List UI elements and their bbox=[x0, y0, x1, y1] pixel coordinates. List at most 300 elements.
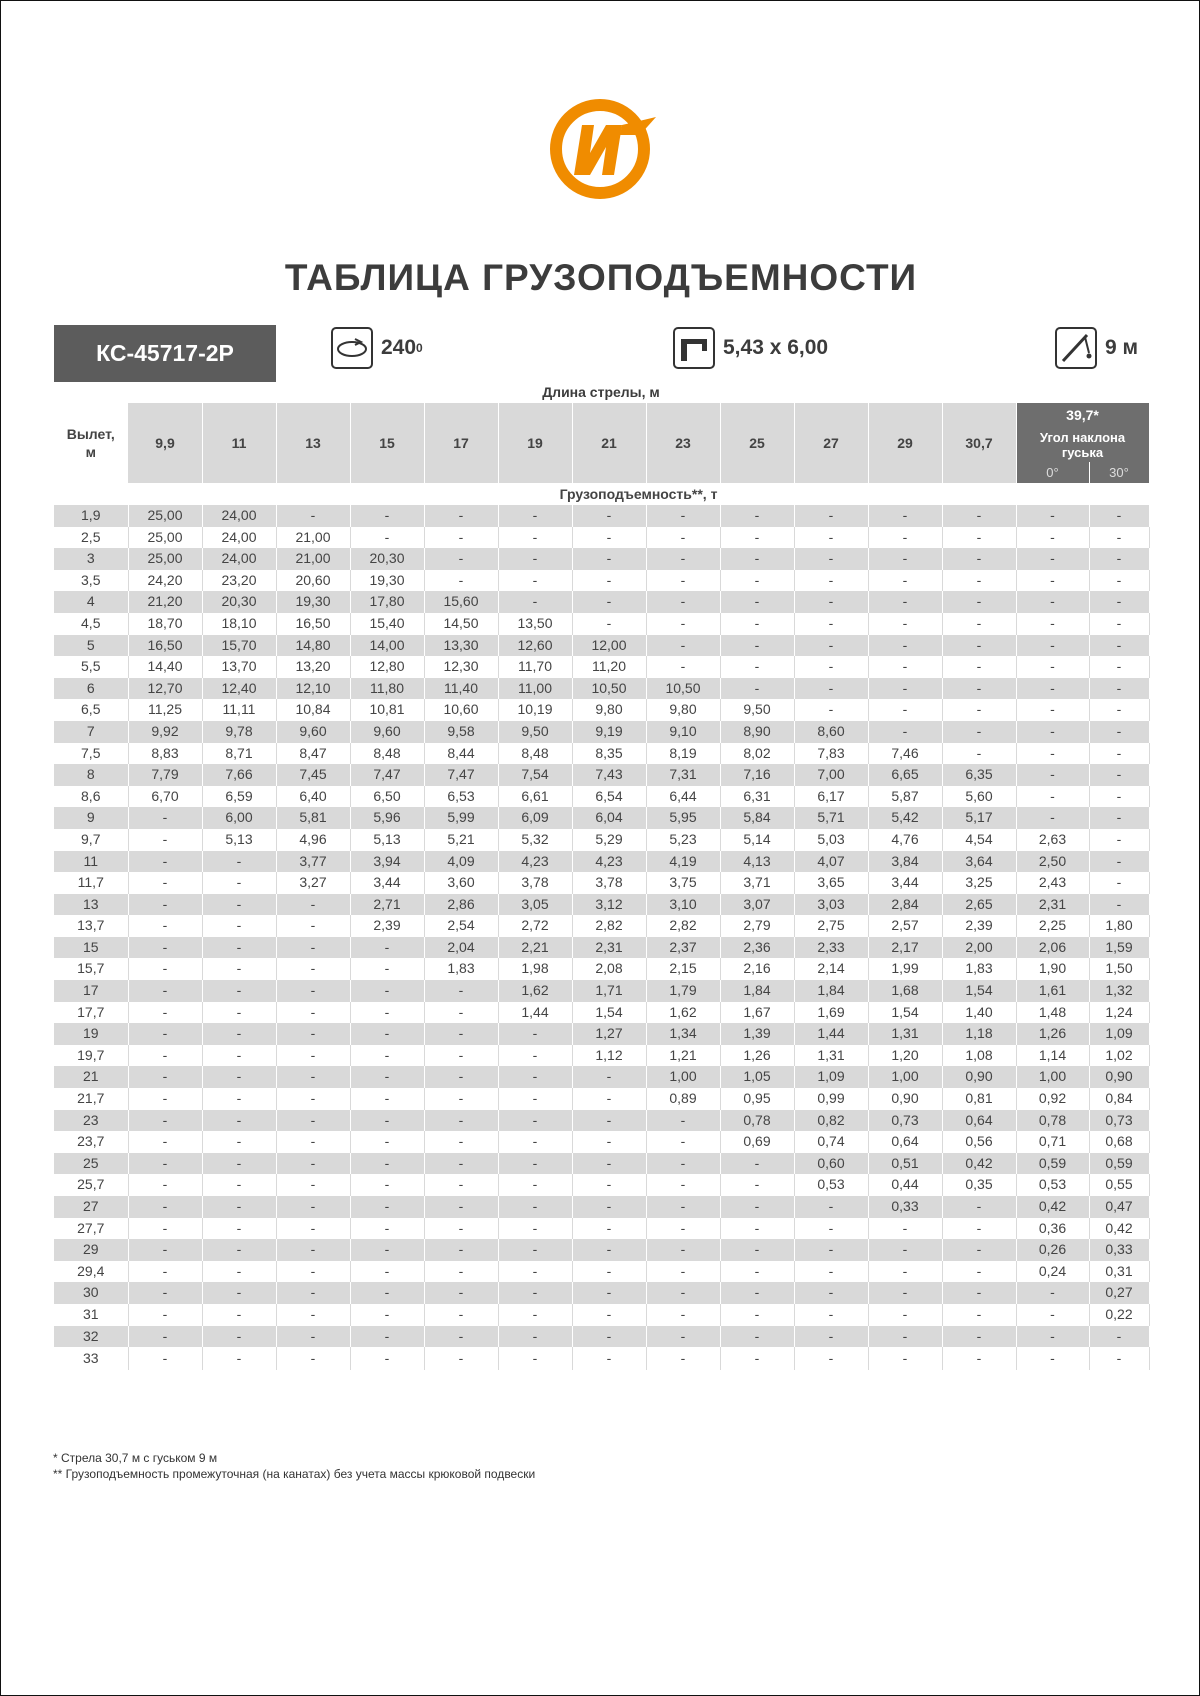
capacity-cell: - bbox=[868, 656, 942, 678]
capacity-cell: 10,60 bbox=[424, 699, 498, 721]
capacity-cell: - bbox=[350, 505, 424, 527]
capacity-cell: 4,23 bbox=[498, 851, 572, 873]
rotation-degree: 0 bbox=[416, 341, 423, 355]
capacity-cell: - bbox=[350, 1218, 424, 1240]
capacity-cell: - bbox=[202, 894, 276, 916]
capacity-cell: 12,40 bbox=[202, 678, 276, 700]
jib-capacity-cell: 0,71 bbox=[1016, 1131, 1089, 1153]
capacity-cell: 11,00 bbox=[498, 678, 572, 700]
capacity-cell: - bbox=[276, 980, 350, 1002]
capacity-cell: - bbox=[276, 1088, 350, 1110]
jib-capacity-cell: - bbox=[1089, 548, 1149, 570]
capacity-cell: 13,50 bbox=[498, 613, 572, 635]
radius-cell: 29,4 bbox=[54, 1261, 128, 1283]
capacity-cell: - bbox=[202, 915, 276, 937]
radius-cell: 8 bbox=[54, 764, 128, 786]
boom-length-header: 13 bbox=[276, 403, 350, 483]
capacity-cell: 5,84 bbox=[720, 807, 794, 829]
capacity-cell: - bbox=[350, 958, 424, 980]
capacity-cell: - bbox=[128, 1131, 202, 1153]
capacity-cell: 1,27 bbox=[572, 1023, 646, 1045]
capacity-cell: 20,60 bbox=[276, 570, 350, 592]
capacity-cell: - bbox=[498, 1196, 572, 1218]
jib-angle-0: 0° bbox=[1016, 462, 1089, 483]
capacity-cell: 6,54 bbox=[572, 786, 646, 808]
capacity-cell: - bbox=[202, 851, 276, 873]
capacity-cell: 2,75 bbox=[794, 915, 868, 937]
jib-capacity-cell: - bbox=[1089, 894, 1149, 916]
jib-capacity-cell: 1,32 bbox=[1089, 980, 1149, 1002]
radius-cell: 3 bbox=[54, 548, 128, 570]
capacity-cell: - bbox=[868, 505, 942, 527]
capacity-cell: - bbox=[350, 527, 424, 549]
capacity-cell: - bbox=[128, 1023, 202, 1045]
radius-cell: 7 bbox=[54, 721, 128, 743]
capacity-cell: - bbox=[498, 570, 572, 592]
capacity-cell: 24,00 bbox=[202, 505, 276, 527]
capacity-cell: - bbox=[942, 1196, 1016, 1218]
capacity-cell: 5,14 bbox=[720, 829, 794, 851]
capacity-cell: 19,30 bbox=[276, 591, 350, 613]
capacity-cell: - bbox=[128, 1261, 202, 1283]
radius-cell: 13,7 bbox=[54, 915, 128, 937]
capacity-cell: - bbox=[202, 1088, 276, 1110]
capacity-cell: - bbox=[350, 1347, 424, 1370]
capacity-cell: 9,92 bbox=[128, 721, 202, 743]
jib-capacity-cell: - bbox=[1089, 699, 1149, 721]
jib-capacity-cell: - bbox=[1089, 1347, 1149, 1370]
outrigger-value: 5,43 x 6,00 bbox=[723, 336, 829, 359]
capacity-cell: - bbox=[572, 1110, 646, 1132]
radius-cell: 11 bbox=[54, 851, 128, 873]
radius-cell: 6,5 bbox=[54, 699, 128, 721]
capacity-cell: - bbox=[942, 656, 1016, 678]
capacity-cell: - bbox=[202, 1347, 276, 1370]
capacity-cell: - bbox=[128, 937, 202, 959]
capacity-cell: - bbox=[276, 1131, 350, 1153]
capacity-cell: 9,80 bbox=[646, 699, 720, 721]
jib-capacity-cell: - bbox=[1016, 678, 1089, 700]
capacity-cell: - bbox=[868, 1304, 942, 1326]
capacity-cell: - bbox=[720, 1282, 794, 1304]
jib-capacity-cell: 2,43 bbox=[1016, 872, 1089, 894]
capacity-cell: 3,75 bbox=[646, 872, 720, 894]
capacity-cell: 2,08 bbox=[572, 958, 646, 980]
capacity-cell: - bbox=[424, 570, 498, 592]
capacity-cell: - bbox=[720, 635, 794, 657]
capacity-cell: 0,35 bbox=[942, 1174, 1016, 1196]
capacity-cell: - bbox=[720, 678, 794, 700]
capacity-cell: - bbox=[424, 1261, 498, 1283]
capacity-cell: 12,70 bbox=[128, 678, 202, 700]
capacity-cell: - bbox=[794, 570, 868, 592]
capacity-cell: 1,62 bbox=[646, 1002, 720, 1024]
jib-capacity-cell: 0,90 bbox=[1089, 1066, 1149, 1088]
table-row bbox=[54, 1066, 1149, 1088]
table-row bbox=[54, 1196, 1149, 1218]
capacity-cell: 20,30 bbox=[202, 591, 276, 613]
capacity-cell: - bbox=[868, 635, 942, 657]
radius-cell: 1,9 bbox=[54, 505, 128, 527]
capacity-cell: - bbox=[720, 1326, 794, 1348]
jib-capacity-cell: - bbox=[1089, 656, 1149, 678]
capacity-cell: - bbox=[276, 505, 350, 527]
table-row bbox=[54, 1239, 1149, 1261]
capacity-cell: - bbox=[942, 1304, 1016, 1326]
capacity-cell: - bbox=[350, 1131, 424, 1153]
capacity-cell: 0,51 bbox=[868, 1153, 942, 1175]
capacity-cell: - bbox=[572, 1239, 646, 1261]
capacity-cell: - bbox=[794, 1282, 868, 1304]
capacity-cell: - bbox=[276, 1304, 350, 1326]
capacity-cell: 1,79 bbox=[646, 980, 720, 1002]
table-row bbox=[54, 829, 1149, 851]
capacity-cell: 2,14 bbox=[794, 958, 868, 980]
capacity-cell: - bbox=[202, 1261, 276, 1283]
capacity-cell: - bbox=[498, 505, 572, 527]
capacity-cell: - bbox=[424, 1304, 498, 1326]
capacity-cell: - bbox=[794, 505, 868, 527]
capacity-cell: 1,31 bbox=[868, 1023, 942, 1045]
capacity-cell: 1,99 bbox=[868, 958, 942, 980]
jib-capacity-cell: 2,06 bbox=[1016, 937, 1089, 959]
jib-boom-length-header: 39,7* bbox=[1016, 403, 1149, 428]
capacity-cell: 24,00 bbox=[202, 527, 276, 549]
capacity-cell: 0,69 bbox=[720, 1131, 794, 1153]
capacity-cell: - bbox=[646, 613, 720, 635]
capacity-cell: 2,39 bbox=[350, 915, 424, 937]
capacity-cell: - bbox=[128, 807, 202, 829]
capacity-cell: 0,74 bbox=[794, 1131, 868, 1153]
capacity-cell: 1,26 bbox=[720, 1045, 794, 1067]
jib-capacity-cell: - bbox=[1089, 807, 1149, 829]
capacity-cell: - bbox=[276, 915, 350, 937]
capacity-cell: 1,34 bbox=[646, 1023, 720, 1045]
footnotes bbox=[53, 1450, 535, 1482]
capacity-cell: 11,40 bbox=[424, 678, 498, 700]
capacity-cell: 5,71 bbox=[794, 807, 868, 829]
capacity-cell: - bbox=[720, 591, 794, 613]
capacity-cell: 6,04 bbox=[572, 807, 646, 829]
table-row bbox=[54, 958, 1149, 980]
capacity-cell: 8,35 bbox=[572, 743, 646, 765]
capacity-cell: - bbox=[424, 1282, 498, 1304]
capacity-cell: 2,65 bbox=[942, 894, 1016, 916]
rotation-value: 240 bbox=[381, 336, 417, 359]
capacity-cell: - bbox=[276, 1218, 350, 1240]
capacity-cell: - bbox=[794, 1304, 868, 1326]
capacity-cell: - bbox=[942, 1347, 1016, 1370]
capacity-cell: 6,59 bbox=[202, 786, 276, 808]
capacity-cell: 9,78 bbox=[202, 721, 276, 743]
table-row bbox=[54, 1002, 1149, 1024]
capacity-cell: - bbox=[498, 1045, 572, 1067]
jib-capacity-cell: - bbox=[1016, 764, 1089, 786]
capacity-cell: - bbox=[646, 1110, 720, 1132]
capacity-cell: - bbox=[794, 548, 868, 570]
capacity-cell: 3,84 bbox=[868, 851, 942, 873]
boom-length-caption: Длина стрелы, м bbox=[542, 384, 660, 400]
capacity-cell: - bbox=[424, 980, 498, 1002]
capacity-cell: - bbox=[128, 829, 202, 851]
capacity-cell: - bbox=[276, 1045, 350, 1067]
capacity-cell: - bbox=[276, 1347, 350, 1370]
capacity-cell: - bbox=[646, 1131, 720, 1153]
capacity-cell: 3,05 bbox=[498, 894, 572, 916]
capacity-cell: 7,54 bbox=[498, 764, 572, 786]
jib-capacity-cell: - bbox=[1089, 635, 1149, 657]
jib-icon bbox=[1055, 327, 1097, 369]
capacity-cell: 14,80 bbox=[276, 635, 350, 657]
capacity-cell: - bbox=[720, 1304, 794, 1326]
capacity-cell: 1,39 bbox=[720, 1023, 794, 1045]
capacity-cell: 1,31 bbox=[794, 1045, 868, 1067]
capacity-cell: 3,27 bbox=[276, 872, 350, 894]
boom-length-header: 9,9 bbox=[128, 403, 202, 483]
boom-length-header: 15 bbox=[350, 403, 424, 483]
capacity-table bbox=[54, 403, 1150, 1370]
capacity-cell: - bbox=[942, 1239, 1016, 1261]
capacity-cell: 0,64 bbox=[868, 1131, 942, 1153]
jib-capacity-cell: - bbox=[1089, 721, 1149, 743]
capacity-cell: 1,69 bbox=[794, 1002, 868, 1024]
capacity-cell: 2,71 bbox=[350, 894, 424, 916]
capacity-cell: 16,50 bbox=[128, 635, 202, 657]
capacity-cell: - bbox=[720, 1239, 794, 1261]
capacity-cell: - bbox=[424, 1196, 498, 1218]
capacity-cell: 1,09 bbox=[794, 1066, 868, 1088]
capacity-cell: 13,30 bbox=[424, 635, 498, 657]
outrigger-spec bbox=[673, 327, 828, 369]
capacity-cell: 6,00 bbox=[202, 807, 276, 829]
radius-cell: 4 bbox=[54, 591, 128, 613]
boom-length-header: 29 bbox=[868, 403, 942, 483]
capacity-cell: 3,64 bbox=[942, 851, 1016, 873]
table-row bbox=[54, 656, 1149, 678]
capacity-cell: 2,39 bbox=[942, 915, 1016, 937]
jib-capacity-cell: - bbox=[1089, 851, 1149, 873]
capacity-cell: - bbox=[868, 721, 942, 743]
table-row bbox=[54, 872, 1149, 894]
capacity-cell: 0,44 bbox=[868, 1174, 942, 1196]
capacity-cell: - bbox=[202, 1196, 276, 1218]
jib-capacity-cell: 0,42 bbox=[1016, 1196, 1089, 1218]
table-row bbox=[54, 807, 1149, 829]
jib-capacity-cell: - bbox=[1016, 807, 1089, 829]
jib-capacity-cell: - bbox=[1016, 656, 1089, 678]
table-row bbox=[54, 894, 1149, 916]
capacity-cell: - bbox=[424, 1131, 498, 1153]
jib-capacity-cell: 2,31 bbox=[1016, 894, 1089, 916]
capacity-cell: 1,54 bbox=[868, 1002, 942, 1024]
capacity-cell: - bbox=[794, 1218, 868, 1240]
capacity-cell: 1,00 bbox=[646, 1066, 720, 1088]
capacity-cell: 3,78 bbox=[498, 872, 572, 894]
jib-capacity-cell: - bbox=[1016, 635, 1089, 657]
capacity-cell: 9,10 bbox=[646, 721, 720, 743]
capacity-cell: - bbox=[498, 1282, 572, 1304]
capacity-cell: - bbox=[942, 635, 1016, 657]
capacity-cell: 13,20 bbox=[276, 656, 350, 678]
boom-length-header: 27 bbox=[794, 403, 868, 483]
capacity-cell: 4,09 bbox=[424, 851, 498, 873]
radius-cell: 21 bbox=[54, 1066, 128, 1088]
capacity-cell: - bbox=[942, 743, 1016, 765]
capacity-cell: 1,20 bbox=[868, 1045, 942, 1067]
capacity-cell: 2,21 bbox=[498, 937, 572, 959]
capacity-cell: 3,78 bbox=[572, 872, 646, 894]
capacity-cell: 2,04 bbox=[424, 937, 498, 959]
capacity-cell: - bbox=[868, 1261, 942, 1283]
jib-capacity-cell: 2,25 bbox=[1016, 915, 1089, 937]
capacity-cell: 1,54 bbox=[572, 1002, 646, 1024]
capacity-cell: 15,60 bbox=[424, 591, 498, 613]
jib-capacity-cell: - bbox=[1089, 678, 1149, 700]
jib-capacity-cell: 1,50 bbox=[1089, 958, 1149, 980]
table-row bbox=[54, 1174, 1149, 1196]
capacity-cell: - bbox=[424, 1088, 498, 1110]
capacity-cell: - bbox=[942, 548, 1016, 570]
radius-cell: 2,5 bbox=[54, 527, 128, 549]
capacity-cell: - bbox=[128, 1153, 202, 1175]
jib-capacity-cell: - bbox=[1016, 699, 1089, 721]
capacity-cell: 4,96 bbox=[276, 829, 350, 851]
capacity-cell: 24,00 bbox=[202, 548, 276, 570]
jib-capacity-cell: 1,09 bbox=[1089, 1023, 1149, 1045]
capacity-cell: - bbox=[572, 527, 646, 549]
capacity-cell: 10,81 bbox=[350, 699, 424, 721]
jib-capacity-cell: 0,36 bbox=[1016, 1218, 1089, 1240]
capacity-cell: - bbox=[128, 872, 202, 894]
jib-capacity-cell: 1,61 bbox=[1016, 980, 1089, 1002]
capacity-cell: - bbox=[202, 1218, 276, 1240]
capacity-cell: - bbox=[646, 656, 720, 678]
radius-cell: 29 bbox=[54, 1239, 128, 1261]
jib-capacity-cell: 0,47 bbox=[1089, 1196, 1149, 1218]
capacity-cell: 0,56 bbox=[942, 1131, 1016, 1153]
capacity-cell: - bbox=[424, 1218, 498, 1240]
jib-capacity-cell: - bbox=[1016, 1347, 1089, 1370]
radius-cell: 6 bbox=[54, 678, 128, 700]
capacity-cell: - bbox=[868, 678, 942, 700]
capacity-cell: - bbox=[202, 1282, 276, 1304]
capacity-cell: - bbox=[424, 1110, 498, 1132]
radius-cell: 27,7 bbox=[54, 1218, 128, 1240]
outrigger-icon bbox=[673, 327, 715, 369]
jib-capacity-cell: 0,24 bbox=[1016, 1261, 1089, 1283]
capacity-cell: - bbox=[572, 1088, 646, 1110]
capacity-cell: - bbox=[350, 1066, 424, 1088]
capacity-cell: - bbox=[942, 699, 1016, 721]
capacity-cell: 0,95 bbox=[720, 1088, 794, 1110]
capacity-cell: 2,17 bbox=[868, 937, 942, 959]
jib-capacity-cell: 1,26 bbox=[1016, 1023, 1089, 1045]
capacity-cell: 2,79 bbox=[720, 915, 794, 937]
capacity-cell: - bbox=[498, 1304, 572, 1326]
radius-cell: 17,7 bbox=[54, 1002, 128, 1024]
capacity-cell: - bbox=[942, 1282, 1016, 1304]
capacity-cell: - bbox=[276, 1153, 350, 1175]
capacity-cell: - bbox=[276, 1196, 350, 1218]
table-row bbox=[54, 527, 1149, 549]
jib-angle-caption bbox=[1016, 428, 1149, 463]
jib-capacity-cell: 0,26 bbox=[1016, 1239, 1089, 1261]
capacity-cell: - bbox=[498, 1023, 572, 1045]
capacity-rows bbox=[54, 505, 1149, 1370]
radius-header-label: Вылет, м bbox=[66, 426, 115, 460]
boom-length-header: 17 bbox=[424, 403, 498, 483]
capacity-cell: 1,05 bbox=[720, 1066, 794, 1088]
capacity-cell: - bbox=[498, 548, 572, 570]
jib-capacity-cell: 0,78 bbox=[1016, 1110, 1089, 1132]
capacity-cell: - bbox=[350, 1304, 424, 1326]
capacity-cell: - bbox=[498, 1066, 572, 1088]
capacity-cell: 3,94 bbox=[350, 851, 424, 873]
boom-length-header: 19 bbox=[498, 403, 572, 483]
capacity-cell: - bbox=[128, 915, 202, 937]
capacity-cell: - bbox=[128, 1196, 202, 1218]
table-row bbox=[54, 1218, 1149, 1240]
capacity-cell: 8,83 bbox=[128, 743, 202, 765]
capacity-cell: 6,50 bbox=[350, 786, 424, 808]
jib-capacity-cell: - bbox=[1089, 786, 1149, 808]
capacity-cell: - bbox=[942, 570, 1016, 592]
radius-cell: 11,7 bbox=[54, 872, 128, 894]
capacity-cell: - bbox=[202, 1239, 276, 1261]
capacity-cell: 7,66 bbox=[202, 764, 276, 786]
capacity-cell: - bbox=[942, 1218, 1016, 1240]
capacity-cell: 10,50 bbox=[646, 678, 720, 700]
capacity-cell: - bbox=[646, 1282, 720, 1304]
table-row bbox=[54, 1347, 1149, 1370]
capacity-cell: - bbox=[794, 656, 868, 678]
capacity-cell: - bbox=[794, 699, 868, 721]
capacity-cell: 7,47 bbox=[350, 764, 424, 786]
capacity-cell: - bbox=[202, 1174, 276, 1196]
capacity-cell: 2,82 bbox=[572, 915, 646, 937]
jib-capacity-cell: - bbox=[1016, 548, 1089, 570]
jib-capacity-cell: 1,14 bbox=[1016, 1045, 1089, 1067]
capacity-cell: 12,80 bbox=[350, 656, 424, 678]
capacity-cell: 5,81 bbox=[276, 807, 350, 829]
capacity-cell: - bbox=[572, 1304, 646, 1326]
capacity-cell: - bbox=[202, 1153, 276, 1175]
boom-length-header: 11 bbox=[202, 403, 276, 483]
table-row bbox=[54, 1110, 1149, 1132]
jib-capacity-cell: 0,73 bbox=[1089, 1110, 1149, 1132]
capacity-cell: 7,83 bbox=[794, 743, 868, 765]
capacity-cell: - bbox=[794, 635, 868, 657]
capacity-cell: 2,37 bbox=[646, 937, 720, 959]
capacity-cell: - bbox=[276, 1261, 350, 1283]
capacity-cell: - bbox=[424, 527, 498, 549]
table-row bbox=[54, 1282, 1149, 1304]
capacity-cell: - bbox=[646, 505, 720, 527]
capacity-cell: - bbox=[202, 958, 276, 980]
capacity-cell: - bbox=[350, 1002, 424, 1024]
capacity-cell: 18,70 bbox=[128, 613, 202, 635]
capacity-cell: - bbox=[350, 980, 424, 1002]
capacity-cell: 6,35 bbox=[942, 764, 1016, 786]
capacity-cell: - bbox=[646, 570, 720, 592]
capacity-cell: 2,82 bbox=[646, 915, 720, 937]
capacity-cell: - bbox=[572, 1261, 646, 1283]
capacity-cell: 6,70 bbox=[128, 786, 202, 808]
table-row bbox=[54, 721, 1149, 743]
footnote-boom: * Стрела 30,7 м с гуськом 9 м bbox=[53, 1451, 218, 1465]
table-row bbox=[54, 591, 1149, 613]
capacity-cell: - bbox=[868, 1326, 942, 1348]
